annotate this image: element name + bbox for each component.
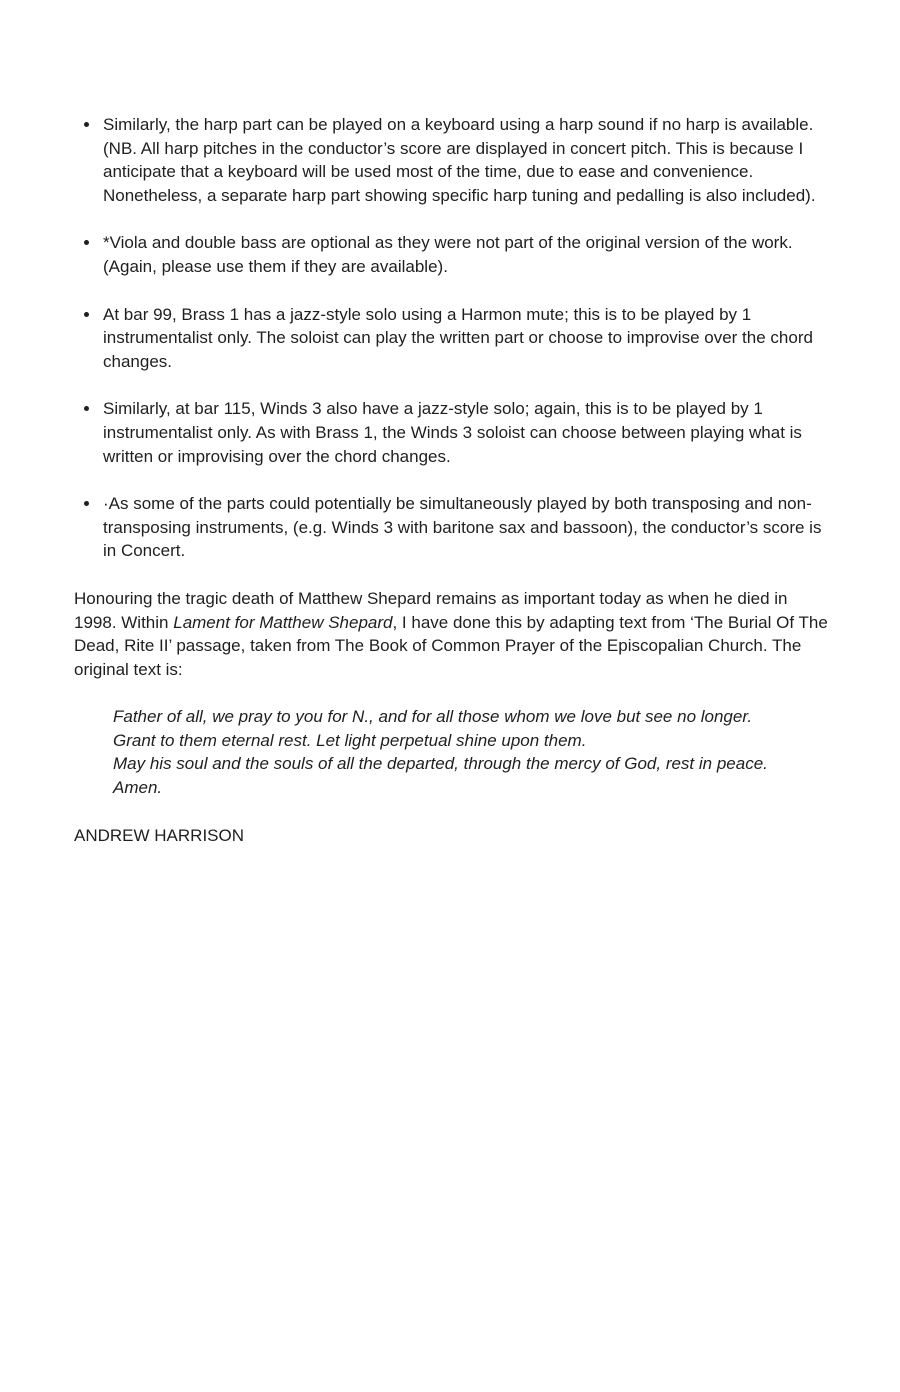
performance-notes-list: [74, 113, 830, 563]
bullet-icon: [84, 122, 89, 127]
prayer-line: May his soul and the souls of all the departed, through the mercy of God, rest in peace.: [113, 754, 768, 774]
prayer-line: Amen.: [113, 778, 163, 798]
paragraph-text-start: Honouring the tragic death of Matthew Shepard remains as important today as when he died in 1998. Within: [74, 588, 788, 632]
author-signature: ANDREW HARRISON: [74, 825, 245, 845]
note-text: *Viola and double bass are optional as they were not part of the original version of the work. (Again, please use them if they are available).: [103, 233, 793, 276]
list-item: [103, 303, 830, 374]
note-text: ·As some of the parts could potentially be simultaneously played by both transposing and non-transposing instruments, (e.g. Winds 3 with baritone sax and bassoon), the conductor’s score is in Concert.: [103, 494, 822, 561]
document-page: [74, 113, 830, 847]
note-text: Similarly, at bar 115, Winds 3 also have a jazz-style solo; again, this is to be played by 1 instrumentalist only. As with Brass 1, the Winds 3 soloist can choose between playing what is written or improvising over the chord changes.: [103, 399, 802, 466]
list-item: [103, 397, 830, 468]
bullet-icon: [84, 406, 89, 411]
bullet-icon: [84, 240, 89, 245]
prayer-line: Grant to them eternal rest. Let light perpetual shine upon them.: [113, 730, 587, 750]
note-text: At bar 99, Brass 1 has a jazz-style solo using a Harmon mute; this is to be played by 1 instrumentalist only. The soloist can play the written part or choose to improvise over the chord changes.: [103, 304, 813, 371]
list-item: [103, 492, 830, 563]
dedication-paragraph: [74, 587, 830, 681]
list-item: [103, 113, 830, 207]
prayer-line: Father of all, we pray to you for N., and for all those whom we love but see no longer.: [113, 707, 753, 727]
note-text: Similarly, the harp part can be played on a keyboard using a harp sound if no harp is available. (NB. All harp pitches in the conductor’s score are displayed in concert pitch. This is because I anticipate that a keyboard will be used most of the time, due to ease and convenience. Nonetheless, a separate harp part showing specific harp tuning and pedalling is also included).: [103, 115, 816, 205]
work-title: Lament for Matthew Shepard: [173, 612, 393, 632]
bullet-icon: [84, 501, 89, 506]
paragraph-text-end: , I have done this by adapting text from ‘The Burial Of The Dead, Rite II’ passage, taken from The Book of Common Prayer of the Episcopalian Church. The original text is:: [74, 612, 828, 679]
list-item: [103, 231, 830, 278]
bullet-icon: [84, 312, 89, 317]
prayer-quote: [113, 705, 830, 799]
